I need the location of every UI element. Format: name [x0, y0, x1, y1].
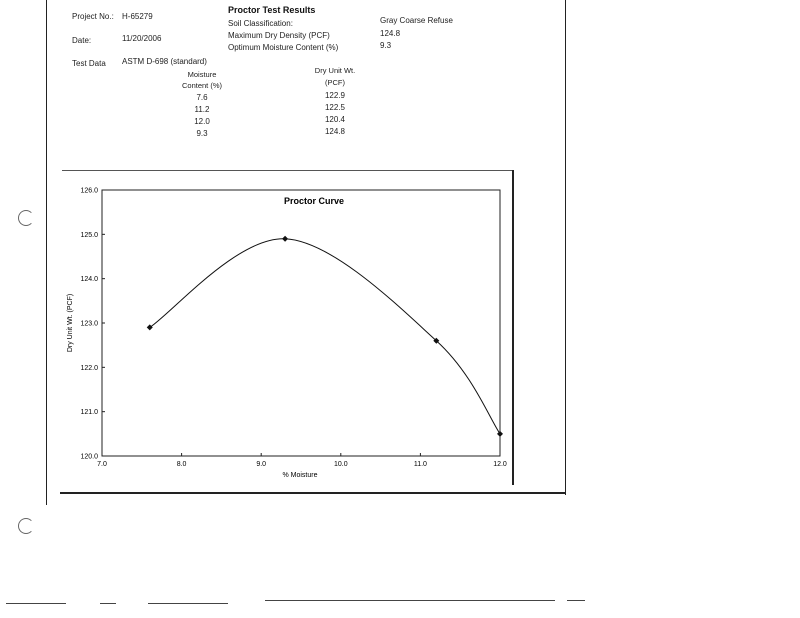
y-tick-label: 120.0 — [80, 453, 98, 461]
page-right-border — [565, 0, 566, 495]
date-label: Date: — [72, 36, 92, 45]
test-data-value: ASTM D-698 (standard) — [122, 57, 207, 66]
y-tick-label: 123.0 — [80, 320, 98, 328]
proctor-curve-line — [150, 239, 500, 434]
x-tick-label: 8.0 — [176, 461, 187, 468]
chart-title: Proctor Curve — [283, 196, 345, 206]
punch-hole-icon — [18, 210, 34, 226]
x-tick-label: 9.0 — [256, 461, 267, 468]
table-row-moisture: 11.2 — [194, 105, 210, 114]
chart-top-rule — [62, 170, 512, 171]
y-tick-label: 124.0 — [80, 276, 98, 284]
y-tick-label: 122.0 — [80, 364, 98, 372]
y-tick-label: 125.0 — [80, 231, 98, 239]
table-row-moisture: 9.3 — [196, 129, 208, 138]
x-tick-label: 10.0 — [333, 461, 348, 468]
soil-classification-value: Gray Coarse Refuse — [380, 16, 453, 25]
plot-area-frame — [102, 190, 500, 456]
punch-hole-icon — [18, 518, 34, 534]
proctor-curve-chart — [60, 176, 520, 486]
scan-line — [265, 600, 555, 601]
x-tick-label: 11.0 — [413, 461, 427, 468]
table-row-density: 122.5 — [324, 103, 346, 112]
y-tick-label: 121.0 — [80, 409, 98, 417]
y-axis-label: Dry Unit Wt. (PCF) — [67, 293, 74, 353]
moisture-header-1: Moisture — [187, 70, 217, 79]
density-header-1: Dry Unit Wt. — [314, 66, 356, 75]
results-title: Proctor Test Results — [228, 5, 316, 15]
scan-line — [100, 603, 116, 604]
table-row-density: 122.9 — [324, 91, 346, 100]
table-row-density: 120.4 — [324, 115, 346, 124]
optimum-moisture-value: 9.3 — [380, 41, 392, 50]
date-value: 11/20/2006 — [122, 34, 162, 43]
soil-classification-label: Soil Classification: — [228, 19, 293, 28]
test-data-label: Test Data — [72, 59, 106, 68]
density-header-2: (PCF) — [325, 78, 345, 87]
project-no-label: Project No.: — [72, 12, 114, 21]
y-tick-label: 126.0 — [80, 187, 98, 195]
table-row-moisture: 7.6 — [196, 93, 208, 102]
x-tick-label: 7.0 — [97, 461, 107, 468]
data-point-marker — [497, 431, 503, 437]
page-left-border — [46, 0, 47, 505]
max-dry-density-label: Maximum Dry Density (PCF) — [228, 31, 330, 40]
table-row-density: 124.8 — [324, 127, 346, 136]
data-point-marker — [282, 236, 288, 242]
x-axis-label: % Moisture — [282, 472, 318, 479]
page-bottom-border — [60, 492, 566, 494]
moisture-header-2: Content (%) — [181, 81, 223, 90]
project-no-value: H-65279 — [122, 12, 153, 21]
table-row-moisture: 12.0 — [194, 117, 210, 126]
optimum-moisture-label: Optimum Moisture Content (%) — [228, 43, 339, 52]
x-tick-label: 12.0 — [493, 461, 507, 468]
scan-line — [567, 600, 585, 601]
scan-line — [6, 603, 66, 604]
max-dry-density-value: 124.8 — [380, 29, 401, 38]
scan-line — [148, 603, 228, 604]
